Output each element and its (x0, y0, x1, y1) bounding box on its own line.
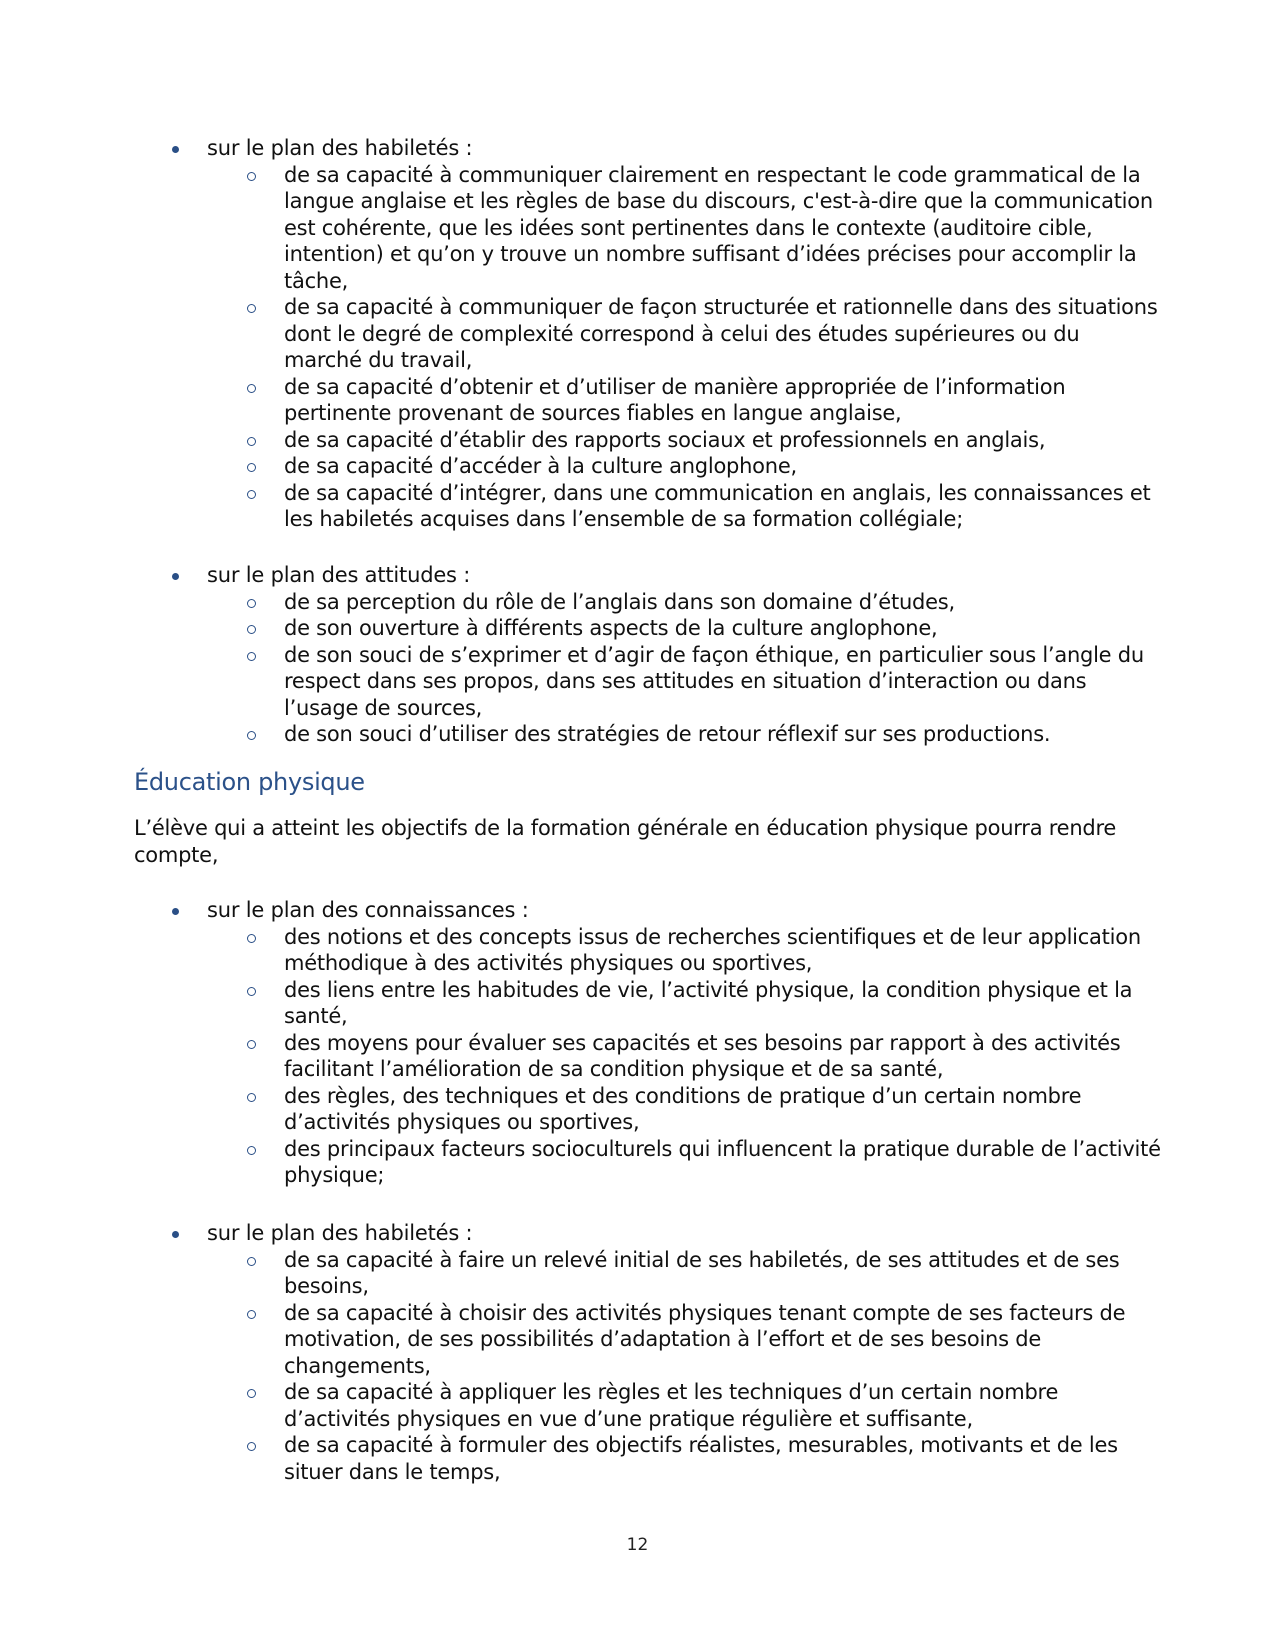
hollow-bullet-icon (247, 599, 256, 608)
list-item-level2 (0, 977, 1275, 1030)
intro-paragraph (134, 815, 1116, 869)
list-item-text: des liens entre les habitudes de vie, l’activité physique, la condition physique et la (284, 977, 1133, 1002)
list-item-text: l’usage de sources, (284, 695, 483, 720)
list-item-text: de sa capacité d’intégrer, dans une communication en anglais, les connaissances et (284, 480, 1151, 505)
list-item-level2 (0, 294, 1275, 374)
list-item-text: de son souci d’utiliser des stratégies de retour réflexif sur ses productions. (284, 722, 1051, 746)
list-item-text: de sa perception du rôle de l’anglais dans son domaine d’études, (284, 589, 955, 614)
hollow-bullet-icon (247, 384, 256, 393)
list-item-text: santé, (284, 1004, 348, 1028)
bullet-icon (172, 573, 179, 580)
list-item-level1 (0, 897, 1275, 924)
list-item-text: de sa capacité d’accéder à la culture anglophone, (284, 454, 797, 478)
hollow-bullet-icon (247, 490, 256, 499)
list-item-level2 (0, 453, 1275, 480)
list-label: sur le plan des habiletés : (207, 136, 473, 160)
list-item-text: de sa capacité à communiquer clairement en respectant le code grammatical de la (284, 162, 1141, 187)
list-item-level2 (0, 1030, 1275, 1083)
list-item-level2 (0, 1379, 1275, 1432)
list-item-level2 (0, 1136, 1275, 1189)
list-item-text: d’activités physiques en vue d’une pratique régulière et suffisante, (284, 1406, 973, 1431)
list-connaissances-edphys (0, 897, 1275, 1189)
list-item-level2 (0, 721, 1275, 748)
list-item-level1 (0, 135, 1275, 162)
list-item-text: langue anglaise et les règles de base du discours, c'est-à-dire que la communication (284, 189, 1153, 213)
bullet-icon (172, 1231, 179, 1238)
sublist (0, 589, 1275, 748)
list-item-text: situer dans le temps, (284, 1459, 501, 1484)
hollow-bullet-icon (247, 304, 256, 313)
list-item-text: respect dans ses propos, dans ses attitudes en situation d’interaction ou dans (284, 669, 1087, 693)
list-item-text: de sa capacité à choisir des activités physiques tenant compte de ses facteurs de (284, 1300, 1126, 1325)
list-label: sur le plan des attitudes : (207, 563, 471, 587)
sublist (0, 162, 1275, 533)
list-item-text: de son ouverture à différents aspects de la culture anglophone, (284, 616, 938, 640)
list-item-text: physique; (284, 1163, 385, 1187)
hollow-bullet-icon (247, 652, 256, 661)
hollow-bullet-icon (247, 934, 256, 943)
list-item-level1 (0, 1220, 1275, 1247)
list-item-text: besoins, (284, 1274, 369, 1298)
list-item-level2 (0, 642, 1275, 722)
hollow-bullet-icon (247, 172, 256, 181)
list-item-text: marché du travail, (284, 348, 473, 372)
sublist (0, 1247, 1275, 1486)
bullet-icon (172, 146, 179, 153)
list-item-level2 (0, 1432, 1275, 1485)
list-item-text: intention) et qu’on y trouve un nombre suffisant d’idées précises pour accomplir la (284, 242, 1137, 266)
hollow-bullet-icon (247, 437, 256, 446)
hollow-bullet-icon (247, 1146, 256, 1155)
list-item-text: motivation, de ses possibilités d’adaptation à l’effort et de ses besoins de (284, 1327, 1041, 1351)
page-number: 12 (626, 1535, 649, 1555)
list-item-level2 (0, 1083, 1275, 1136)
paragraph-line: compte, (134, 843, 219, 867)
hollow-bullet-icon (247, 987, 256, 996)
section-heading: Éducation physique (134, 768, 365, 796)
list-item-text: changements, (284, 1353, 431, 1378)
list-item-text: de son souci de s’exprimer et d’agir de façon éthique, en particulier sous l’angle du (284, 642, 1144, 667)
hollow-bullet-icon (247, 1310, 256, 1319)
hollow-bullet-icon (247, 463, 256, 472)
list-item-text: des règles, des techniques et des conditions de pratique d’un certain nombre (284, 1083, 1082, 1108)
list-item-text: facilitant l’amélioration de sa condition physique et de sa santé, (284, 1057, 944, 1081)
list-item-text: des principaux facteurs socioculturels qui influencent la pratique durable de l’activité (284, 1136, 1161, 1161)
hollow-bullet-icon (247, 1389, 256, 1398)
list-item-text: pertinente provenant de sources fiables en langue anglaise, (284, 401, 902, 425)
list-habiletes-edphys (0, 1220, 1275, 1485)
hollow-bullet-icon (247, 731, 256, 740)
hollow-bullet-icon (247, 1442, 256, 1451)
list-item-text: d’activités physiques ou sportives, (284, 1110, 640, 1134)
list-item-text: de sa capacité à formuler des objectifs réalistes, mesurables, motivants et de les (284, 1433, 1118, 1457)
hollow-bullet-icon (247, 625, 256, 634)
list-item-level2 (0, 924, 1275, 977)
list-label: sur le plan des habiletés : (207, 1221, 473, 1245)
list-item-text: tâche, (284, 268, 349, 293)
list-item-text: de sa capacité à communiquer de façon structurée et rationnelle dans des situations (284, 295, 1158, 319)
list-attitudes-anglais (0, 562, 1275, 748)
paragraph-line: L’élève qui a atteint les objectifs de la formation générale en éducation physique pourra rendre (134, 816, 1117, 840)
list-item-text: de sa capacité d’établir des rapports sociaux et professionnels en anglais, (284, 427, 1046, 452)
list-item-level2 (0, 1247, 1275, 1300)
list-item-level2 (0, 480, 1275, 533)
list-item-text: les habiletés acquises dans l’ensemble de sa formation collégiale; (284, 507, 964, 531)
list-habiletes-anglais (0, 135, 1275, 533)
list-item-text: de sa capacité à appliquer les règles et les techniques d’un certain nombre (284, 1380, 1059, 1404)
bullet-icon (172, 908, 179, 915)
list-item-text: méthodique à des activités physiques ou sportives, (284, 951, 813, 975)
list-item-text: est cohérente, que les idées sont pertinentes dans le contexte (auditoire cible, (284, 215, 1093, 240)
list-item-text: dont le degré de complexité correspond à celui des études supérieures ou du (284, 321, 1080, 346)
list-item-level2 (0, 615, 1275, 642)
list-item-level2 (0, 427, 1275, 454)
list-item-level2 (0, 1300, 1275, 1380)
list-item-text: de sa capacité à faire un relevé initial de ses habiletés, de ses attitudes et de ses (284, 1247, 1120, 1272)
hollow-bullet-icon (247, 1040, 256, 1049)
list-item-level2 (0, 589, 1275, 616)
list-item-text: des notions et des concepts issus de recherches scientifiques et de leur application (284, 924, 1141, 949)
sublist (0, 924, 1275, 1189)
list-item-text: des moyens pour évaluer ses capacités et ses besoins par rapport à des activités (284, 1030, 1121, 1055)
list-item-text: de sa capacité d’obtenir et d’utiliser de manière appropriée de l’information (284, 374, 1066, 399)
list-item-level2 (0, 374, 1275, 427)
hollow-bullet-icon (247, 1093, 256, 1102)
list-item-level1 (0, 562, 1275, 589)
list-label: sur le plan des connaissances : (207, 898, 529, 922)
list-item-level2 (0, 162, 1275, 295)
hollow-bullet-icon (247, 1257, 256, 1266)
